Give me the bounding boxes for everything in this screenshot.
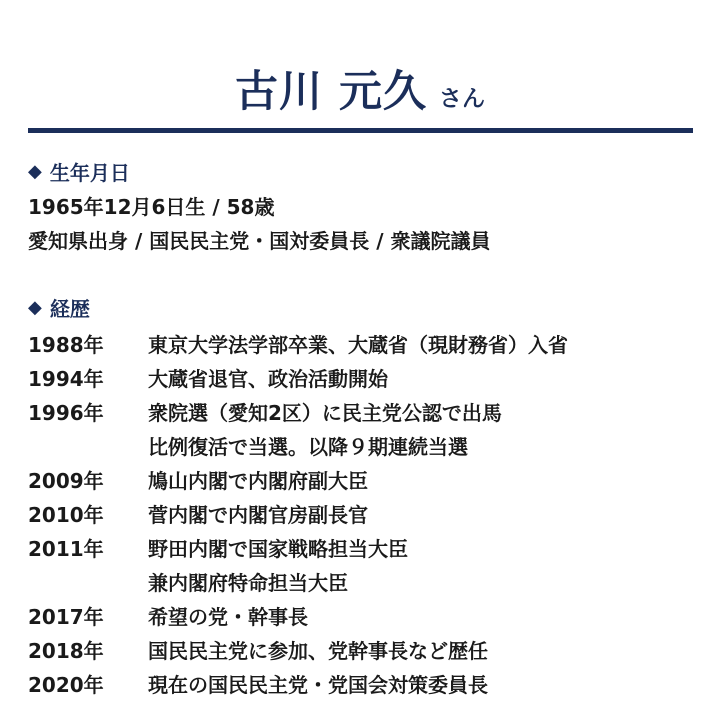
career-year <box>28 432 148 466</box>
career-row <box>28 330 692 364</box>
career-row <box>28 602 692 636</box>
birth-date-age: 1965年12月6日生 / 58歳 <box>28 195 275 219</box>
career-description: 現在の国民民主党・党国会対策委員長 <box>148 673 488 697</box>
career-description: 比例復活で当選。以降９期連続当選 <box>148 435 468 459</box>
career-description: 菅内閣で内閣官房副長官 <box>148 503 368 527</box>
career-year: 2009年 <box>28 469 104 493</box>
career-year <box>28 568 148 602</box>
career-row <box>28 432 692 466</box>
career-year: 2020年 <box>28 673 104 697</box>
career-year: 2018年 <box>28 639 104 663</box>
career-row <box>28 670 692 704</box>
honorific: さん <box>438 86 485 112</box>
person-name: 古川 元久 <box>235 67 427 117</box>
career-row <box>28 466 692 500</box>
career-year: 2017年 <box>28 605 104 629</box>
career-year: 1994年 <box>28 367 104 391</box>
profile-header <box>28 58 692 118</box>
birth-heading-label: 生年月日 <box>49 160 130 185</box>
career-year: 2010年 <box>28 503 104 527</box>
affiliation-line: 愛知県出身 / 国民民主党・国対委員長 / 衆議院議員 <box>28 229 491 253</box>
diamond-bullet-icon: ◆ <box>28 296 42 318</box>
career-row <box>28 568 692 602</box>
career-row <box>28 534 692 568</box>
career-description: 東京大学法学部卒業、大蔵省（現財務省）入省 <box>148 333 568 357</box>
diamond-bullet-icon: ◆ <box>28 160 42 182</box>
career-description: 希望の党・幹事長 <box>148 605 308 629</box>
career-year: 1988年 <box>28 333 104 357</box>
career-description: 国民民主党に参加、党幹事長など歴任 <box>148 639 488 663</box>
career-description: 大蔵省退官、政治活動開始 <box>148 367 388 391</box>
birth-section-heading <box>28 156 130 186</box>
career-row <box>28 500 692 534</box>
header-divider <box>28 128 693 133</box>
career-row <box>28 398 692 432</box>
career-description: 野田内閣で国家戦略担当大臣 <box>148 537 408 561</box>
career-section-heading <box>28 292 90 322</box>
career-description: 鳩山内閣で内閣府副大臣 <box>148 469 368 493</box>
career-list <box>28 330 692 704</box>
career-heading-label: 経歴 <box>49 296 90 321</box>
career-description: 衆院選（愛知2区）に民主党公認で出馬 <box>148 401 502 425</box>
career-year: 1996年 <box>28 401 104 425</box>
career-description: 兼内閣府特命担当大臣 <box>148 571 348 595</box>
career-row <box>28 636 692 670</box>
career-row <box>28 364 692 398</box>
career-year: 2011年 <box>28 537 104 561</box>
